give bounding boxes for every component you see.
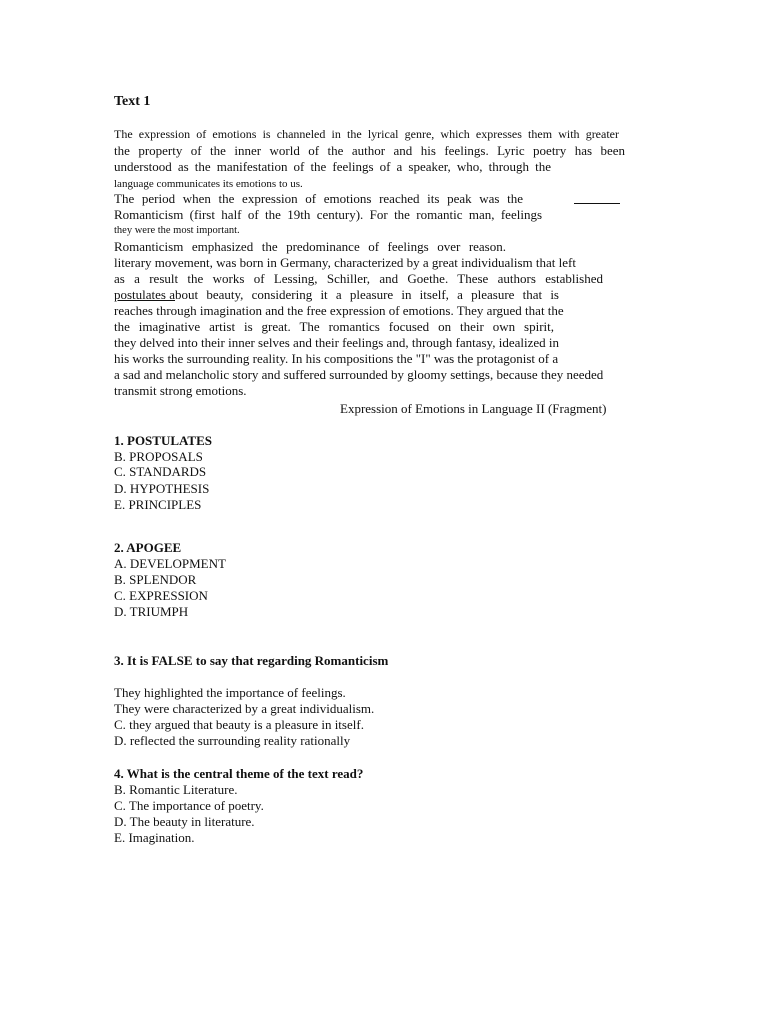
passage-line-rest: bout beauty, considering it a pleasure in itself, a pleasure that is (175, 287, 559, 302)
passage-line: transmit strong emotions. (114, 383, 247, 398)
passage-line: reaches through imagination and the free expression of emotions. They argued that the (114, 303, 564, 318)
answer-blank (574, 203, 620, 204)
passage-line: the imaginative artist is great. The romantics focused on their own spirit, (114, 319, 554, 334)
question-option: D. HYPOTHESIS (114, 481, 210, 496)
passage-line: Romanticism (first half of the 19th century). For the romantic man, feelings (114, 207, 542, 222)
question-option: D. reflected the surrounding reality rationally (114, 733, 351, 748)
question-option: B. PROPOSALS (114, 449, 203, 464)
question-option: E. Imagination. (114, 830, 195, 845)
passage-line: Romanticism emphasized the predominance of feelings over reason. (114, 239, 506, 254)
question-option: A. DEVELOPMENT (114, 556, 226, 571)
underlined-term: postulates a (114, 287, 176, 302)
question-option: C. The importance of poetry. (114, 798, 264, 813)
question-option: They highlighted the importance of feelings. (114, 685, 346, 700)
passage-line: language communicates its emotions to us. (114, 178, 303, 190)
question-option: C. EXPRESSION (114, 588, 208, 603)
passage-line: understood as the manifestation of the feelings of a speaker, who, through the (114, 159, 551, 174)
passage-line: the property of the inner world of the author and his feelings. Lyric poetry has been (114, 143, 625, 158)
question-option: They were characterized by a great individualism. (114, 701, 375, 716)
passage-line: The expression of emotions is channeled in the lyrical genre, which expresses them with greater (114, 127, 619, 141)
question-option: D. TRIUMPH (114, 604, 189, 619)
passage-line: literary movement, was born in Germany, characterized by a great individualism that left (114, 255, 576, 270)
passage-line: The period when the expression of emotions reached its peak was the (114, 191, 523, 206)
question-option: E. PRINCIPLES (114, 497, 202, 512)
question-prompt: 1. POSTULATES (114, 433, 213, 448)
question-prompt: 4. What is the central theme of the text read? (114, 766, 364, 781)
question-option: C. STANDARDS (114, 464, 207, 479)
question-prompt: 3. It is FALSE to say that regarding Romanticism (114, 653, 389, 668)
text-title: Text 1 (114, 94, 151, 109)
question-option: D. The beauty in literature. (114, 814, 255, 829)
passage-line: as a result the works of Lessing, Schiller, and Goethe. These authors established (114, 271, 603, 286)
question-option: B. Romantic Literature. (114, 782, 238, 797)
passage-line: his works the surrounding reality. In his compositions the "I" was the protagonist of a (114, 351, 559, 366)
passage-line: a sad and melancholic story and suffered surrounded by gloomy settings, because they needed (114, 367, 604, 382)
passage-line: they delved into their inner selves and their feelings and, through fantasy, idealized in (114, 335, 559, 350)
question-option: B. SPLENDOR (114, 572, 197, 587)
passage-line: they were the most important. (114, 225, 240, 236)
question-prompt: 2. APOGEE (114, 540, 182, 555)
passage-line (114, 287, 559, 303)
passage-source: Expression of Emotions in Language II (Fragment) (340, 401, 607, 416)
question-option: C. they argued that beauty is a pleasure in itself. (114, 717, 364, 732)
